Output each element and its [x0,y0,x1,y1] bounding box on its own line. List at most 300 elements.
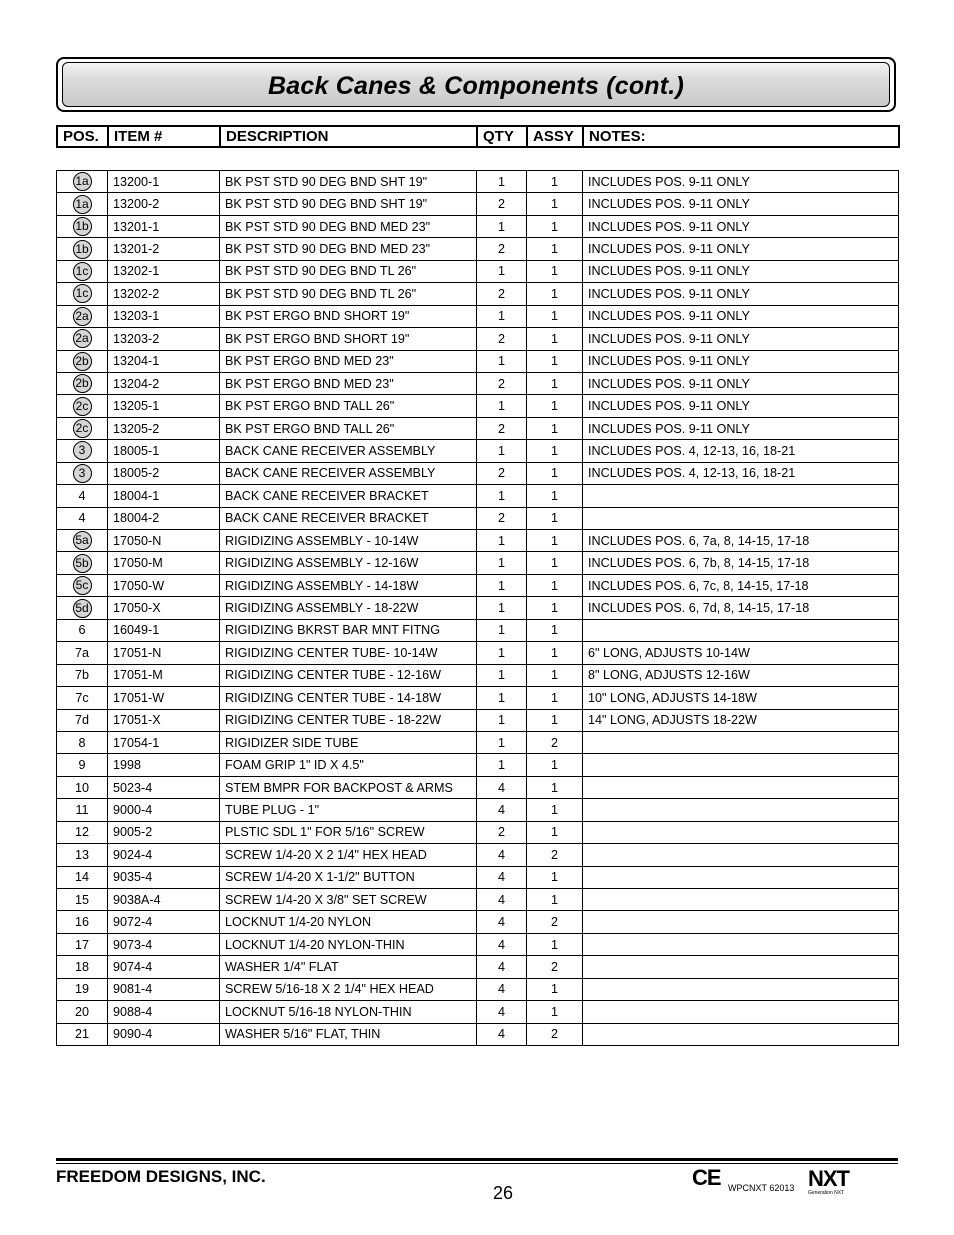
pos-circle-badge: 2b [73,374,92,393]
pos-circle-badge: 5c [73,576,92,595]
cell-pos: 7b [57,664,108,686]
ce-mark-icon: CE [692,1165,721,1190]
pos-circle-badge: 1b [73,240,92,259]
cell-assy: 1 [527,574,583,596]
cell-item: 9035-4 [108,866,220,888]
cell-assy: 1 [527,395,583,417]
table-row [57,215,899,237]
cell-description: RIGIDIZING ASSEMBLY - 12-16W [220,552,477,574]
cell-item: 17051-N [108,642,220,664]
header-notes: NOTES: [583,126,899,147]
table-row [57,485,899,507]
cell-pos: 11 [57,799,108,821]
pos-circle-badge: 1c [73,284,92,303]
cell-item: 9074-4 [108,956,220,978]
cell-qty: 1 [477,687,527,709]
cell-item: 9038A-4 [108,889,220,911]
pos-circle-badge: 2b [73,352,92,371]
cell-description: BACK CANE RECEIVER BRACKET [220,485,477,507]
cell-assy: 1 [527,530,583,552]
cell-notes [583,731,899,753]
cell-qty: 4 [477,1023,527,1045]
pos-circle-badge: 3 [73,441,92,460]
cell-item: 13200-1 [108,171,220,193]
cell-item: 13202-2 [108,283,220,305]
cell-description: PLSTIC SDL 1" FOR 5/16" SCREW [220,821,477,843]
table-row [57,372,899,394]
cell-pos: 20 [57,1001,108,1023]
cell-item: 17050-N [108,530,220,552]
table-row [57,754,899,776]
cell-assy: 1 [527,642,583,664]
cell-pos [57,597,108,619]
cell-description: SCREW 5/16-18 X 2 1/4" HEX HEAD [220,978,477,1000]
cell-notes: INCLUDES POS. 9-11 ONLY [583,238,899,260]
cell-qty: 1 [477,530,527,552]
cell-pos: 16 [57,911,108,933]
cell-description: BK PST ERGO BND TALL 26" [220,417,477,439]
cell-pos [57,305,108,327]
cell-notes: INCLUDES POS. 9-11 ONLY [583,215,899,237]
cell-notes: 14" LONG, ADJUSTS 18-22W [583,709,899,731]
table-row [57,417,899,439]
cell-notes: INCLUDES POS. 9-11 ONLY [583,193,899,215]
cell-item: 1998 [108,754,220,776]
cell-description: SCREW 1/4-20 X 1-1/2" BUTTON [220,866,477,888]
table-row [57,1001,899,1023]
cell-pos: 19 [57,978,108,1000]
cell-notes [583,776,899,798]
cell-qty: 1 [477,395,527,417]
cell-assy: 1 [527,507,583,529]
cell-notes [583,866,899,888]
cell-item: 9072-4 [108,911,220,933]
cell-assy: 1 [527,866,583,888]
table-row [57,395,899,417]
table-row [57,799,899,821]
cell-assy: 1 [527,417,583,439]
cell-item: 18004-2 [108,507,220,529]
cell-pos: 18 [57,956,108,978]
cell-pos: 7d [57,709,108,731]
cell-pos: 13 [57,844,108,866]
cell-pos [57,552,108,574]
table-row [57,911,899,933]
cell-pos [57,328,108,350]
cell-qty: 4 [477,978,527,1000]
table-row [57,440,899,462]
cell-item: 17054-1 [108,731,220,753]
cell-assy: 2 [527,844,583,866]
cell-qty: 1 [477,350,527,372]
table-row [57,597,899,619]
cell-item: 13201-2 [108,238,220,260]
cell-pos [57,440,108,462]
cell-notes: INCLUDES POS. 6, 7b, 8, 14-15, 17-18 [583,552,899,574]
logo-text: NXT [808,1166,849,1191]
nxt-logo [808,1168,849,1196]
cell-notes: 6" LONG, ADJUSTS 10-14W [583,642,899,664]
cell-item: 17050-X [108,597,220,619]
cell-notes: INCLUDES POS. 6, 7d, 8, 14-15, 17-18 [583,597,899,619]
cell-description: BK PST STD 90 DEG BND SHT 19" [220,193,477,215]
cell-description: BK PST STD 90 DEG BND MED 23" [220,238,477,260]
header-qty: QTY [477,126,527,147]
cell-item: 17051-W [108,687,220,709]
table-row [57,193,899,215]
cell-qty: 1 [477,574,527,596]
cell-notes [583,507,899,529]
table-row [57,731,899,753]
cell-assy: 1 [527,350,583,372]
cell-notes [583,889,899,911]
cell-notes: 10" LONG, ADJUSTS 14-18W [583,687,899,709]
cell-assy: 1 [527,889,583,911]
header-assy: ASSY [527,126,583,147]
cell-assy: 1 [527,171,583,193]
cell-assy: 2 [527,1023,583,1045]
cell-description: SCREW 1/4-20 X 2 1/4" HEX HEAD [220,844,477,866]
table-row [57,956,899,978]
cell-description: BK PST ERGO BND MED 23" [220,372,477,394]
cell-qty: 4 [477,1001,527,1023]
cell-item: 17051-X [108,709,220,731]
pos-circle-badge: 1a [73,195,92,214]
cell-description: BK PST STD 90 DEG BND SHT 19" [220,171,477,193]
cell-description: RIGIDIZING CENTER TUBE - 18-22W [220,709,477,731]
cell-qty: 2 [477,328,527,350]
cell-notes: INCLUDES POS. 4, 12-13, 16, 18-21 [583,440,899,462]
cell-assy: 1 [527,597,583,619]
cell-item: 9073-4 [108,933,220,955]
cell-description: WASHER 5/16" FLAT, THIN [220,1023,477,1045]
cell-pos: 21 [57,1023,108,1045]
cell-assy: 1 [527,305,583,327]
cell-assy: 1 [527,485,583,507]
cell-pos [57,530,108,552]
cell-notes: INCLUDES POS. 9-11 ONLY [583,328,899,350]
cell-pos: 7a [57,642,108,664]
table-row [57,462,899,484]
cell-pos: 12 [57,821,108,843]
table-row [57,328,899,350]
cell-qty: 2 [477,372,527,394]
cell-qty: 4 [477,866,527,888]
cell-notes: INCLUDES POS. 9-11 ONLY [583,171,899,193]
cell-notes: INCLUDES POS. 9-11 ONLY [583,372,899,394]
cell-assy: 1 [527,978,583,1000]
cell-description: BK PST ERGO BND SHORT 19" [220,305,477,327]
cell-qty: 4 [477,799,527,821]
cell-item: 5023-4 [108,776,220,798]
cell-item: 13200-2 [108,193,220,215]
cell-notes: INCLUDES POS. 4, 12-13, 16, 18-21 [583,462,899,484]
cell-qty: 1 [477,552,527,574]
cell-notes: INCLUDES POS. 9-11 ONLY [583,350,899,372]
parts-table-header [56,125,900,148]
cell-notes [583,1023,899,1045]
cell-description: STEM BMPR FOR BACKPOST & ARMS [220,776,477,798]
cell-notes [583,485,899,507]
cell-notes [583,1001,899,1023]
pos-circle-badge: 2a [73,307,92,326]
table-row [57,889,899,911]
cell-item: 9088-4 [108,1001,220,1023]
table-row [57,574,899,596]
table-row [57,283,899,305]
cell-item: 17050-W [108,574,220,596]
table-row [57,664,899,686]
cell-description: BK PST ERGO BND MED 23" [220,350,477,372]
cell-pos: 10 [57,776,108,798]
cell-assy: 1 [527,799,583,821]
cell-notes [583,619,899,641]
cell-qty: 2 [477,238,527,260]
cell-description: BK PST ERGO BND SHORT 19" [220,328,477,350]
table-row [57,530,899,552]
cell-item: 17051-M [108,664,220,686]
table-row [57,305,899,327]
cell-notes [583,821,899,843]
header-description: DESCRIPTION [220,126,477,147]
cell-notes [583,799,899,821]
cell-qty: 1 [477,171,527,193]
cell-pos [57,238,108,260]
cell-pos: 9 [57,754,108,776]
table-row [57,776,899,798]
cell-pos [57,215,108,237]
pos-circle-badge: 5a [73,531,92,550]
header-row [57,126,899,147]
table-row [57,866,899,888]
cell-item: 9090-4 [108,1023,220,1045]
cell-qty: 4 [477,776,527,798]
cell-description: BK PST STD 90 DEG BND TL 26" [220,260,477,282]
cell-item: 16049-1 [108,619,220,641]
cell-description: BACK CANE RECEIVER ASSEMBLY [220,462,477,484]
cell-qty: 1 [477,754,527,776]
cell-notes [583,911,899,933]
cell-description: BACK CANE RECEIVER ASSEMBLY [220,440,477,462]
cell-pos [57,350,108,372]
cell-assy: 1 [527,260,583,282]
cell-pos [57,260,108,282]
cell-assy: 1 [527,1001,583,1023]
title-banner [56,57,896,112]
pos-circle-badge: 5b [73,554,92,573]
footer-rule-thin [56,1163,898,1164]
cell-qty: 4 [477,956,527,978]
table-row [57,844,899,866]
cell-qty: 1 [477,664,527,686]
cell-assy: 1 [527,193,583,215]
cell-item: 13202-1 [108,260,220,282]
cell-assy: 1 [527,664,583,686]
cell-assy: 1 [527,238,583,260]
cell-assy: 1 [527,440,583,462]
cell-qty: 2 [477,417,527,439]
cell-description: RIGIDIZER SIDE TUBE [220,731,477,753]
cell-assy: 1 [527,754,583,776]
table-row [57,642,899,664]
cell-description: RIGIDIZING ASSEMBLY - 18-22W [220,597,477,619]
header-item: ITEM # [108,126,220,147]
cell-description: WASHER 1/4" FLAT [220,956,477,978]
cell-notes [583,978,899,1000]
cell-notes: INCLUDES POS. 9-11 ONLY [583,395,899,417]
cell-pos: 7c [57,687,108,709]
cell-pos: 8 [57,731,108,753]
cell-assy: 2 [527,956,583,978]
footer-rule [56,1158,898,1161]
cell-item: 18005-2 [108,462,220,484]
cell-item: 13203-2 [108,328,220,350]
cell-qty: 1 [477,440,527,462]
table-row [57,821,899,843]
pos-circle-badge: 1c [73,262,92,281]
cell-item: 13201-1 [108,215,220,237]
table-row [57,238,899,260]
table-row [57,260,899,282]
pos-circle-badge: 2c [73,397,92,416]
document-code: WPCNXT 62013 [728,1183,795,1193]
cell-description: TUBE PLUG - 1" [220,799,477,821]
table-row [57,350,899,372]
cell-notes: INCLUDES POS. 9-11 ONLY [583,305,899,327]
cell-assy: 1 [527,552,583,574]
table-row [57,687,899,709]
cell-description: BACK CANE RECEIVER BRACKET [220,507,477,529]
logo-subtext: Generation NXT [808,1190,845,1196]
table-row [57,978,899,1000]
cell-qty: 4 [477,844,527,866]
cell-qty: 1 [477,215,527,237]
cell-assy: 1 [527,283,583,305]
cell-item: 13204-1 [108,350,220,372]
pos-circle-badge: 3 [73,464,92,483]
cell-description: SCREW 1/4-20 X 3/8" SET SCREW [220,889,477,911]
cell-pos [57,193,108,215]
cell-item: 13205-2 [108,417,220,439]
cell-assy: 1 [527,328,583,350]
cell-qty: 2 [477,283,527,305]
cell-description: BK PST STD 90 DEG BND TL 26" [220,283,477,305]
cell-notes [583,844,899,866]
cell-item: 9081-4 [108,978,220,1000]
cell-pos: 17 [57,933,108,955]
cell-qty: 1 [477,305,527,327]
cell-pos [57,372,108,394]
cell-qty: 1 [477,619,527,641]
cell-assy: 1 [527,687,583,709]
cell-pos [57,283,108,305]
pos-circle-badge: 1b [73,217,92,236]
cell-qty: 4 [477,911,527,933]
cell-description: BK PST ERGO BND TALL 26" [220,395,477,417]
cell-notes: INCLUDES POS. 9-11 ONLY [583,260,899,282]
table-row [57,507,899,529]
cell-pos [57,171,108,193]
cell-qty: 2 [477,193,527,215]
cell-item: 18004-1 [108,485,220,507]
cell-description: RIGIDIZING CENTER TUBE - 14-18W [220,687,477,709]
parts-table [56,170,899,1046]
cell-item: 17050-M [108,552,220,574]
cell-description: LOCKNUT 1/4-20 NYLON [220,911,477,933]
cell-qty: 1 [477,642,527,664]
cell-qty: 1 [477,597,527,619]
title-banner-inner [62,62,890,107]
table-row [57,171,899,193]
cell-assy: 1 [527,372,583,394]
cell-item: 18005-1 [108,440,220,462]
cell-assy: 1 [527,619,583,641]
cell-description: RIGIDIZING ASSEMBLY - 14-18W [220,574,477,596]
cell-notes [583,754,899,776]
cell-item: 9000-4 [108,799,220,821]
cell-notes [583,956,899,978]
cell-pos [57,395,108,417]
cell-qty: 2 [477,507,527,529]
cell-assy: 2 [527,911,583,933]
cell-description: RIGIDIZING BKRST BAR MNT FITNG [220,619,477,641]
header-pos: POS. [57,126,108,147]
cell-item: 13205-1 [108,395,220,417]
pos-circle-badge: 1a [73,172,92,191]
cell-pos: 15 [57,889,108,911]
cell-qty: 1 [477,485,527,507]
cell-pos [57,417,108,439]
cell-assy: 1 [527,462,583,484]
cell-qty: 1 [477,709,527,731]
parts-table-body [57,171,899,1046]
cell-qty: 1 [477,260,527,282]
pos-circle-badge: 5d [73,599,92,618]
cell-assy: 2 [527,731,583,753]
cell-assy: 1 [527,215,583,237]
cell-item: 9005-2 [108,821,220,843]
cell-assy: 1 [527,709,583,731]
cell-qty: 4 [477,889,527,911]
pos-circle-badge: 2a [73,329,92,348]
cell-description: LOCKNUT 1/4-20 NYLON-THIN [220,933,477,955]
cell-assy: 1 [527,821,583,843]
cell-pos [57,574,108,596]
cell-notes: INCLUDES POS. 6, 7c, 8, 14-15, 17-18 [583,574,899,596]
cell-description: LOCKNUT 5/16-18 NYLON-THIN [220,1001,477,1023]
cell-qty: 2 [477,821,527,843]
cell-description: RIGIDIZING CENTER TUBE- 10-14W [220,642,477,664]
cell-pos [57,462,108,484]
cell-item: 13203-1 [108,305,220,327]
cell-notes: INCLUDES POS. 6, 7a, 8, 14-15, 17-18 [583,530,899,552]
cell-qty: 2 [477,462,527,484]
company-name: FREEDOM DESIGNS, INC. [56,1167,266,1186]
table-row [57,619,899,641]
cell-qty: 4 [477,933,527,955]
cell-pos: 4 [57,485,108,507]
cell-pos: 14 [57,866,108,888]
cell-item: 9024-4 [108,844,220,866]
cell-description: BK PST STD 90 DEG BND MED 23" [220,215,477,237]
cell-notes [583,933,899,955]
cell-assy: 1 [527,776,583,798]
cell-description: RIGIDIZING ASSEMBLY - 10-14W [220,530,477,552]
page-number: 26 [493,1183,514,1203]
table-row [57,933,899,955]
table-row [57,552,899,574]
cell-assy: 1 [527,933,583,955]
